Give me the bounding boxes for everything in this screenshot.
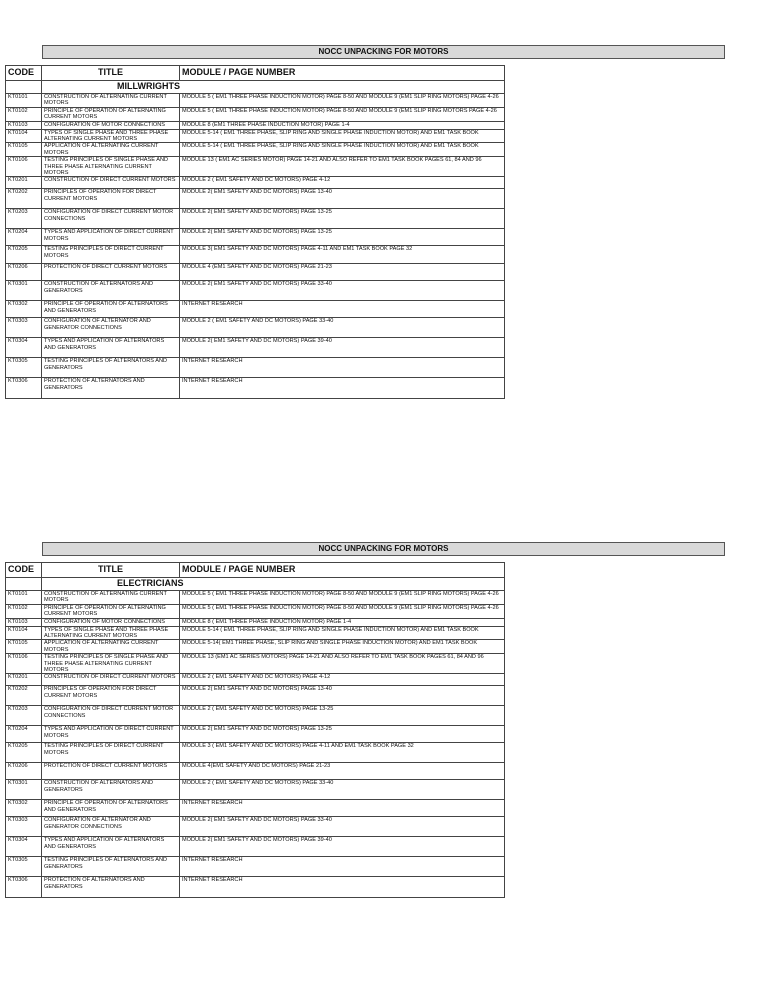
table-row (6, 129, 505, 143)
title-cell: TESTING PRINCIPLES OF SINGLE PHASE AND THREE PHASE ALTERNATING CURRENT MOTORS (42, 157, 180, 177)
module-cell: MODULE 2 ( EM1 SAFETY AND DC MOTORS) PAGE 33-40 (180, 318, 505, 338)
title-cell: TESTING PRINCIPLES OF ALTERNATORS AND GENERATORS (42, 857, 180, 877)
code-cell: KT0302 (6, 301, 42, 318)
code-cell: KT0303 (6, 318, 42, 338)
module-cell: MODULE 5 ( EM1 THREE PHASE INDUCTION MOTOR) PAGE 8-50 AND MODULE 9 (EM1 SLIP RING MOTORS PAGE 4-26 (180, 107, 505, 121)
code-cell: KT0105 (6, 640, 42, 654)
module-cell: INTERNET RESEARCH (180, 378, 505, 399)
rows-body (6, 94, 505, 399)
module-cell: MODULE 13 (EM1 AC SERIES MOTORS) PAGE 14-21 AND ALSO REFER TO EM1 TASK BOOK PAGES 61, 84 AND 96 (180, 654, 505, 674)
code-cell: KT0202 (6, 686, 42, 706)
title-header: TITLE (42, 66, 180, 81)
title-cell: TYPES AND APPLICATION OF DIRECT CURRENT MOTORS (42, 229, 180, 246)
code-cell: KT0106 (6, 654, 42, 674)
table-row (6, 264, 505, 281)
module-cell: INTERNET RESEARCH (180, 877, 505, 898)
code-cell: KT0304 (6, 338, 42, 358)
code-cell: KT0305 (6, 358, 42, 378)
module-cell: MODULE 2( EM1 SAFETY AND DC MOTORS) PAGE 13-25 (180, 209, 505, 229)
title-cell: APPLICATION OF ALTERNATING CURRENT MOTORS (42, 143, 180, 157)
title-cell: CONSTRUCTION OF ALTERNATORS AND GENERATORS (42, 780, 180, 800)
title-cell: TESTING PRINCIPLES OF ALTERNATORS AND GENERATORS (42, 358, 180, 378)
table-row (6, 763, 505, 780)
code-cell: KT0106 (6, 157, 42, 177)
title-cell: CONFIGURATION OF MOTOR CONNECTIONS (42, 121, 180, 129)
title-cell: CONFIGURATION OF MOTOR CONNECTIONS (42, 618, 180, 626)
code-cell: KT0105 (6, 143, 42, 157)
module-cell: MODULE 2( EM1 SAFETY AND DC MOTORS) PAGE 13-25 (180, 229, 505, 246)
code-header: CODE (6, 66, 42, 81)
table-row (6, 209, 505, 229)
code-cell: KT0101 (6, 94, 42, 108)
table-row (6, 626, 505, 640)
title-cell: CONSTRUCTION OF ALTERNATORS AND GENERATORS (42, 281, 180, 301)
table-row (6, 143, 505, 157)
module-cell: MODULE 5-14 ( EM1 THREE PHASE, SLIP RING AND SINGLE PHASE INDUCTION MOTOR) AND EM1 TASK BOOK (180, 129, 505, 143)
table-row (6, 726, 505, 743)
title-cell: PRINCIPLE OF OPERATION OF ALTERNATORS AND GENERATORS (42, 301, 180, 318)
table-row (6, 301, 505, 318)
module-cell: MODULE 13 ( EM1 AC SERIES MOTOR) PAGE 14-21 AND ALSO REFER TO EM1 TASK BOOK PAGES 61, 84 AND 96 (180, 157, 505, 177)
title-cell: CONSTRUCTION OF ALTERNATING CURRENT MOTORS (42, 94, 180, 108)
code-cell: KT0306 (6, 877, 42, 898)
code-cell: KT0303 (6, 817, 42, 837)
code-cell: KT0103 (6, 121, 42, 129)
module-cell: MODULE 2( EM1 SAFETY AND DC MOTORS) PAGE 13-40 (180, 686, 505, 706)
code-cell: KT0101 (6, 591, 42, 605)
table-row (6, 157, 505, 177)
title-cell: TYPES OF SINGLE PHASE AND THREE PHASE ALTERNATING CURRENT MOTORS (42, 626, 180, 640)
code-cell: KT0201 (6, 177, 42, 189)
table-row (6, 338, 505, 358)
title-cell: PRINCIPLES OF OPERATION FOR DIRECT CURRENT MOTORS (42, 686, 180, 706)
table-row (6, 121, 505, 129)
table-row (6, 618, 505, 626)
title-header: TITLE (42, 563, 180, 578)
table-row (6, 378, 505, 399)
code-cell: KT0302 (6, 800, 42, 817)
code-cell: KT0206 (6, 763, 42, 780)
code-cell: KT0102 (6, 604, 42, 618)
code-cell: KT0301 (6, 281, 42, 301)
module-cell: MODULE 2 ( EM1 SAFETY AND DC MOTORS) PAGE 33-40 (180, 780, 505, 800)
table-row (6, 189, 505, 209)
code-header: CODE (6, 563, 42, 578)
module-cell: MODULE 5-14( EM1 THREE PHASE, SLIP RING AND SINGLE PHASE INDUCTION MOTOR) AND EM1 TASK BOOK (180, 640, 505, 654)
table-row (6, 743, 505, 763)
title-cell: CONSTRUCTION OF ALTERNATING CURRENT MOTORS (42, 591, 180, 605)
module-cell: MODULE 2( EM1 SAFETY AND DC MOTORS) PAGE 13-40 (180, 189, 505, 209)
title-cell: TYPES OF SINGLE PHASE AND THREE PHASE ALTERNATING CURRENT MOTORS (42, 129, 180, 143)
module-cell: MODULE 3( EM1 SAFETY AND DC MOTORS) PAGE 4-11 AND EM1 TASK BOOK PAGE 32 (180, 246, 505, 264)
table-row (6, 800, 505, 817)
module-cell: MODULE 8 ( EM1 THREE PHASE INDUCTION MOTOR) PAGE 1-4 (180, 618, 505, 626)
table-row (6, 837, 505, 857)
module-cell: MODULE 5-14 ( EM1 THREE PHASE, SLIP RING AND SINGLE PHASE INDUCTION MOTOR) AND EM1 TASK BOOK (180, 143, 505, 157)
module-cell: MODULE 5-14 ( EM1 THREE PHASE, SLIP RING AND SINGLE PHASE INDUCTION MOTOR) AND EM1 TASK BOOK (180, 626, 505, 640)
module-cell: MODULE 2( EM1 SAFETY AND DC MOTORS) PAGE 39-40 (180, 338, 505, 358)
title-cell: CONFIGURATION OF ALTERNATOR AND GENERATOR CONNECTIONS (42, 817, 180, 837)
table-row (6, 706, 505, 726)
code-cell: KT0102 (6, 107, 42, 121)
group-label: MILLWRIGHTS (42, 81, 505, 94)
code-cell: KT0202 (6, 189, 42, 209)
module-cell: MODULE 5 ( EM1 THREE PHASE INDUCTION MOTOR) PAGE 8-50 AND MODULE 9 (EM1 SLIP RING MOTORS) PAGE 4-26 (180, 591, 505, 605)
table-row (6, 604, 505, 618)
module-cell: MODULE 2 ( EM1 SAFETY AND DC MOTORS) PAGE 4-12 (180, 177, 505, 189)
title-cell: TYPES AND APPLICATION OF ALTERNATORS AND GENERATORS (42, 338, 180, 358)
title-cell: CONFIGURATION OF ALTERNATOR AND GENERATOR CONNECTIONS (42, 318, 180, 338)
title-cell: TESTING PRINCIPLES OF SINGLE PHASE AND THREE PHASE ALTERNATING CURRENT MOTORS (42, 654, 180, 674)
module-cell: MODULE 4(EM1 SAFETY AND DC MOTORS) PAGE 21-23 (180, 763, 505, 780)
table-row (6, 780, 505, 800)
title-cell: CONFIGURATION OF DIRECT CURRENT MOTOR CONNECTIONS (42, 706, 180, 726)
module-cell: MODULE 3 ( EM1 SAFETY AND DC MOTORS) PAGE 4-11 AND EM1 TASK BOOK PAGE 32 (180, 743, 505, 763)
module-cell: MODULE 8 (EM1 THREE PHASE INDUCTION MOTOR) PAGE 1-4 (180, 121, 505, 129)
code-cell: KT0206 (6, 264, 42, 281)
module-cell: MODULE 2( EM1 SAFETY AND DC MOTORS) PAGE 33-40 (180, 817, 505, 837)
module-cell: MODULE 5 ( EM1 THREE PHASE INDUCTION MOTOR) PAGE 8-50 AND MODULE 9 (EM1 SLIP RING MOTORS) PAGE 4-26 (180, 94, 505, 108)
code-cell: KT0104 (6, 626, 42, 640)
table-row (6, 281, 505, 301)
title-cell: TESTING PRINCIPLES OF DIRECT CURRENT MOTORS (42, 246, 180, 264)
title-cell: CONSTRUCTION OF DIRECT CURRENT MOTORS (42, 177, 180, 189)
module-cell: MODULE 5 ( EM1 THREE PHASE INDUCTION MOTOR) PAGE 8-50 AND MODULE 9 (EM1 SLIP RING MOTORS) PAGE 4-26 (180, 604, 505, 618)
code-cell: KT0204 (6, 229, 42, 246)
title-cell: PROTECTION OF ALTERNATORS AND GENERATORS (42, 877, 180, 898)
module-cell: INTERNET RESEARCH (180, 800, 505, 817)
title-cell: PRINCIPLES OF OPERATION FOR DIRECT CURRENT MOTORS (42, 189, 180, 209)
table-row (6, 591, 505, 605)
group-label: ELECTRICIANS (42, 578, 505, 591)
title-cell: TYPES AND APPLICATION OF ALTERNATORS AND GENERATORS (42, 837, 180, 857)
module-cell: INTERNET RESEARCH (180, 358, 505, 378)
table-row (6, 817, 505, 837)
table-row (6, 686, 505, 706)
title-cell: PROTECTION OF DIRECT CURRENT MOTORS (42, 763, 180, 780)
code-cell: KT0204 (6, 726, 42, 743)
module-cell: INTERNET RESEARCH (180, 857, 505, 877)
table-row (6, 94, 505, 108)
title-cell: TESTING PRINCIPLES OF DIRECT CURRENT MOTORS (42, 743, 180, 763)
title-cell: PROTECTION OF ALTERNATORS AND GENERATORS (42, 378, 180, 399)
section-banner: NOCC UNPACKING FOR MOTORS (42, 45, 725, 59)
table-row (6, 318, 505, 338)
title-cell: TYPES AND APPLICATION OF DIRECT CURRENT MOTORS (42, 726, 180, 743)
rows-body (6, 591, 505, 898)
title-cell: APPLICATION OF ALTERNATING CURRENT MOTORS (42, 640, 180, 654)
title-cell: PRINCIPLE OF OPERATION OF ALTERNATING CURRENT MOTORS (42, 107, 180, 121)
module-cell: MODULE 2( EM1 SAFETY AND DC MOTORS) PAGE 33-40 (180, 281, 505, 301)
module-cell: MODULE 2( EM1 SAFETY AND DC MOTORS) PAGE 39-40 (180, 837, 505, 857)
table-row (6, 177, 505, 189)
module-cell: MODULE 4 (EM1 SAFETY AND DC MOTORS) PAGE 21-23 (180, 264, 505, 281)
table-row (6, 107, 505, 121)
module-cell: INTERNET RESEARCH (180, 301, 505, 318)
table-row (6, 246, 505, 264)
title-cell: CONFIGURATION OF DIRECT CURRENT MOTOR CONNECTIONS (42, 209, 180, 229)
table-row (6, 358, 505, 378)
module-header: MODULE / PAGE NUMBER (180, 66, 505, 81)
code-cell: KT0103 (6, 618, 42, 626)
code-cell: KT0301 (6, 780, 42, 800)
code-cell: KT0305 (6, 857, 42, 877)
code-cell: KT0306 (6, 378, 42, 399)
table-row (6, 640, 505, 654)
title-cell: PROTECTION OF DIRECT CURRENT MOTORS (42, 264, 180, 281)
module-header: MODULE / PAGE NUMBER (180, 563, 505, 578)
module-cell: MODULE 2( EM1 SAFETY AND DC MOTORS) PAGE 13-25 (180, 726, 505, 743)
title-cell: PRINCIPLE OF OPERATION OF ALTERNATORS AND GENERATORS (42, 800, 180, 817)
section-banner: NOCC UNPACKING FOR MOTORS (42, 542, 725, 556)
table-row (6, 674, 505, 686)
unpacking-table-electricians (5, 562, 505, 898)
code-cell: KT0205 (6, 246, 42, 264)
module-cell: MODULE 2 ( EM1 SAFETY AND DC MOTORS) PAGE 4-12 (180, 674, 505, 686)
code-cell: KT0201 (6, 674, 42, 686)
module-cell: MODULE 2 ( EM1 SAFETY AND DC MOTORS) PAGE 13-25 (180, 706, 505, 726)
table-row (6, 857, 505, 877)
table-row (6, 877, 505, 898)
table-row (6, 654, 505, 674)
title-cell: PRINCIPLE OF OPERATION OF ALTERNATING CURRENT MOTORS (42, 604, 180, 618)
code-cell: KT0203 (6, 706, 42, 726)
code-cell: KT0104 (6, 129, 42, 143)
title-cell: CONSTRUCTION OF DIRECT CURRENT MOTORS (42, 674, 180, 686)
code-cell: KT0304 (6, 837, 42, 857)
unpacking-table-millwrights (5, 65, 505, 399)
code-cell: KT0203 (6, 209, 42, 229)
code-cell: KT0205 (6, 743, 42, 763)
table-row (6, 229, 505, 246)
